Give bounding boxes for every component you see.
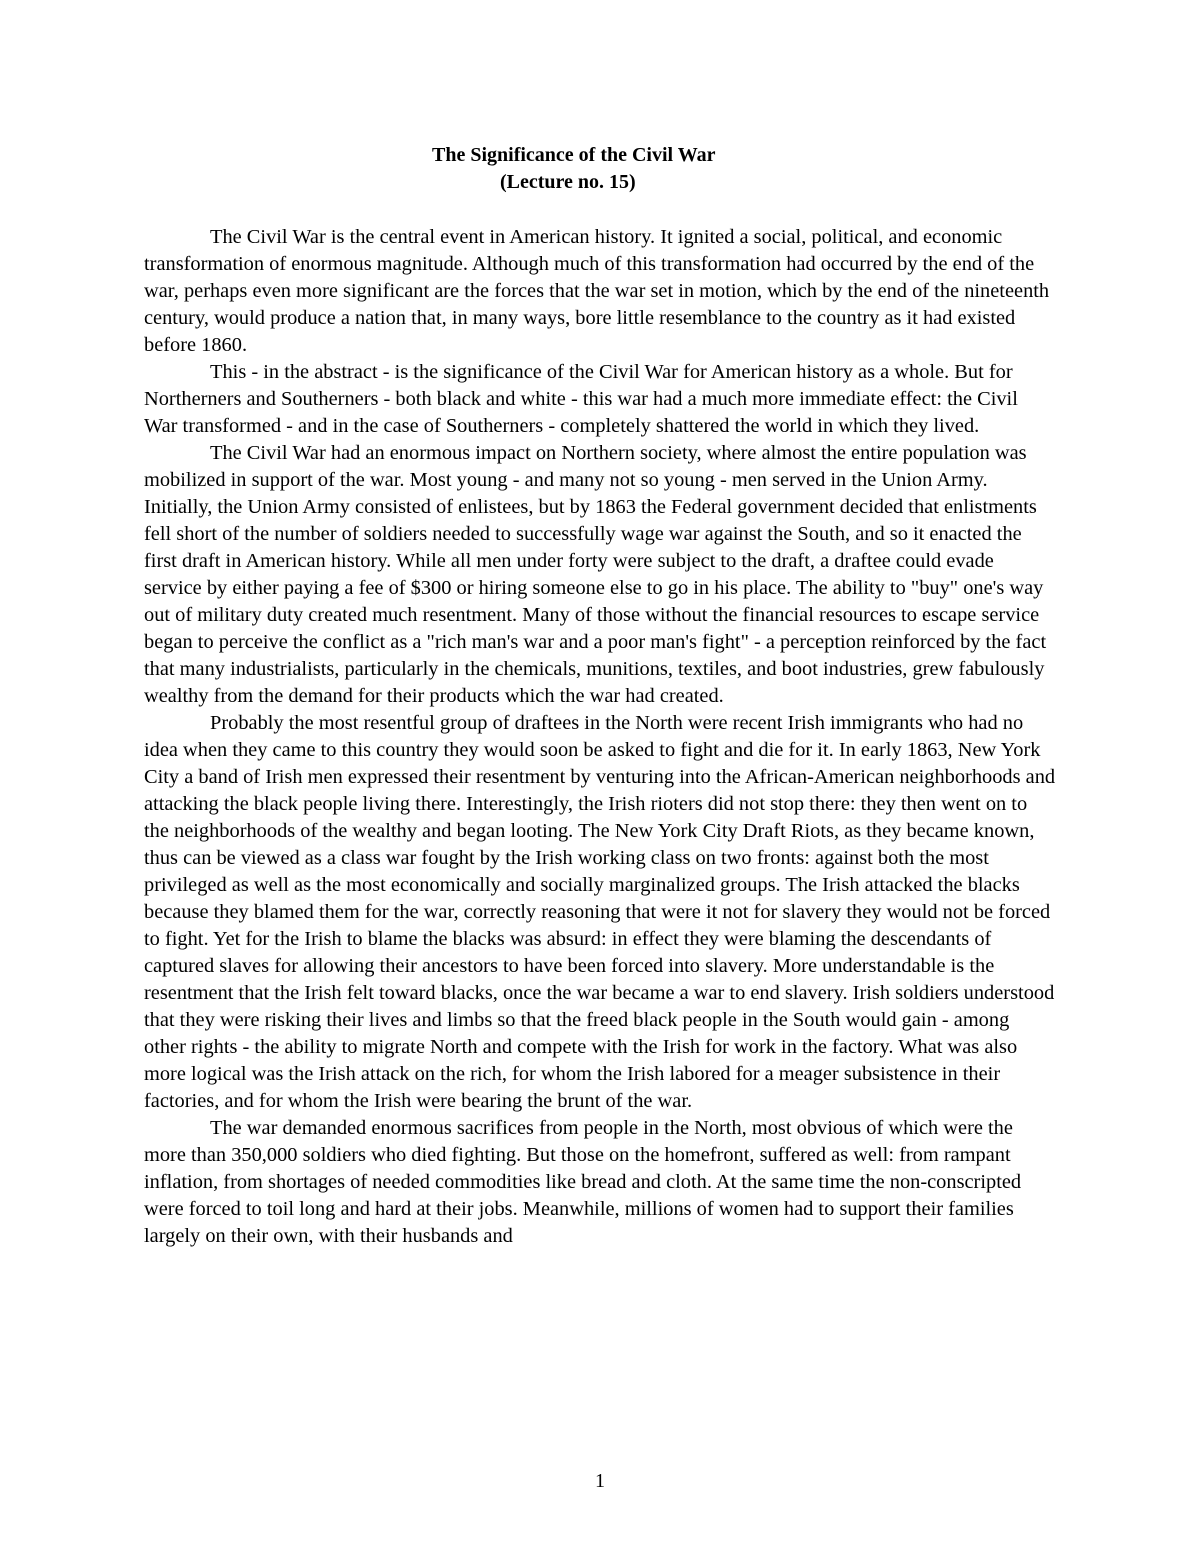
paragraph-1: The Civil War is the central event in American history. It ignited a social, political, and economic transformation of enormous magnitude. Although much of this transformation had occurred by the end of the war, perhaps even more significant are the forces that the war set in motion, which by the end of the nineteenth century, would produce a nation that, in many ways, bore little resemblance to the country as it had existed before 1860. [144,226,1050,356]
paragraph-4: Probably the most resentful group of draftees in the North were recent Irish immigrants who had no idea when they came to this country they would soon be asked to fight and die for it. In early 1863, New York City a band of Irish men expressed their resentment by venturing into the African-American neighborhoods and attacking the black people living there. Interestingly, the Irish rioters did not stop there: they then went on to the neighborhoods of the wealthy and began looting. The New York City Draft Riots, as they became known, thus can be viewed as a class war fought by the Irish working class on two fronts: against both the most privileged as well as the most economically and socially marginalized groups. The Irish attacked the blacks because they blamed them for the war, correctly reasoning that were it not for slavery they would not be forced to fight. Yet for the Irish to blame the blacks was absurd: in effect they were blaming the descendants of captured slaves for allowing their ancestors to have been forced into slavery. More understandable is the resentment that the Irish felt toward blacks, once the war became a war to end slavery. Irish soldiers understood that they were risking their lives and limbs so that the freed black people in the South would gain - among other rights - the ability to migrate North and compete with the Irish for work in the factory. What was also more logical was the Irish attack on the rich, for whom the Irish labored for a meager subsistence in their factories, and for whom the Irish were bearing the brunt of the war. [144,712,1056,1112]
paragraph-3: The Civil War had an enormous impact on Northern society, where almost the entire population was mobilized in support of the war. Most young - and many not so young - men served in the Union Army. Initially, the Union Army consisted of enlistees, but by 1863 the Federal government decided that enlistments fell short of the number of soldiers needed to successfully wage war against the South, and so it enacted the first draft in American history. While all men under forty were subject to the draft, a draftee could evade service by either paying a fee of $300 or hiring someone else to go in his place. The ability to "buy" one's way out of military duty created much resentment. Many of those without the financial resources to escape service began to perceive the conflict as a "rich man's war and a poor man's fight" - a perception reinforced by the fact that many industrialists, particularly in the chemicals, munitions, textiles, and boot industries, grew fabulously wealthy from the demand for their products which the war had created. [144,442,1047,707]
lecture-subtitle: (Lecture no. 15) [500,171,636,193]
paragraph-5: The war demanded enormous sacrifices from people in the North, most obvious of which were the more than 350,000 soldiers who died fighting. But those on the homefront, suffered as well: from rampant inflation, from shortages of needed commodities like bread and cloth. At the same time the non-conscripted were forced to toil long and hard at their jobs. Meanwhile, millions of women had to support their families largely on their own, with their husbands and [144,1117,1022,1247]
paragraph-2: This - in the abstract - is the significance of the Civil War for American history as a whole. But for Northerners and Southerners - both black and white - this war had a much more immediate effect: the Civil War transformed - and in the case of Southerners - completely shattered the world in which they lived. [144,361,1018,437]
page-title: The Significance of the Civil War [432,144,716,166]
body-text [144,224,1056,1250]
page-number: 1 [595,1470,605,1492]
